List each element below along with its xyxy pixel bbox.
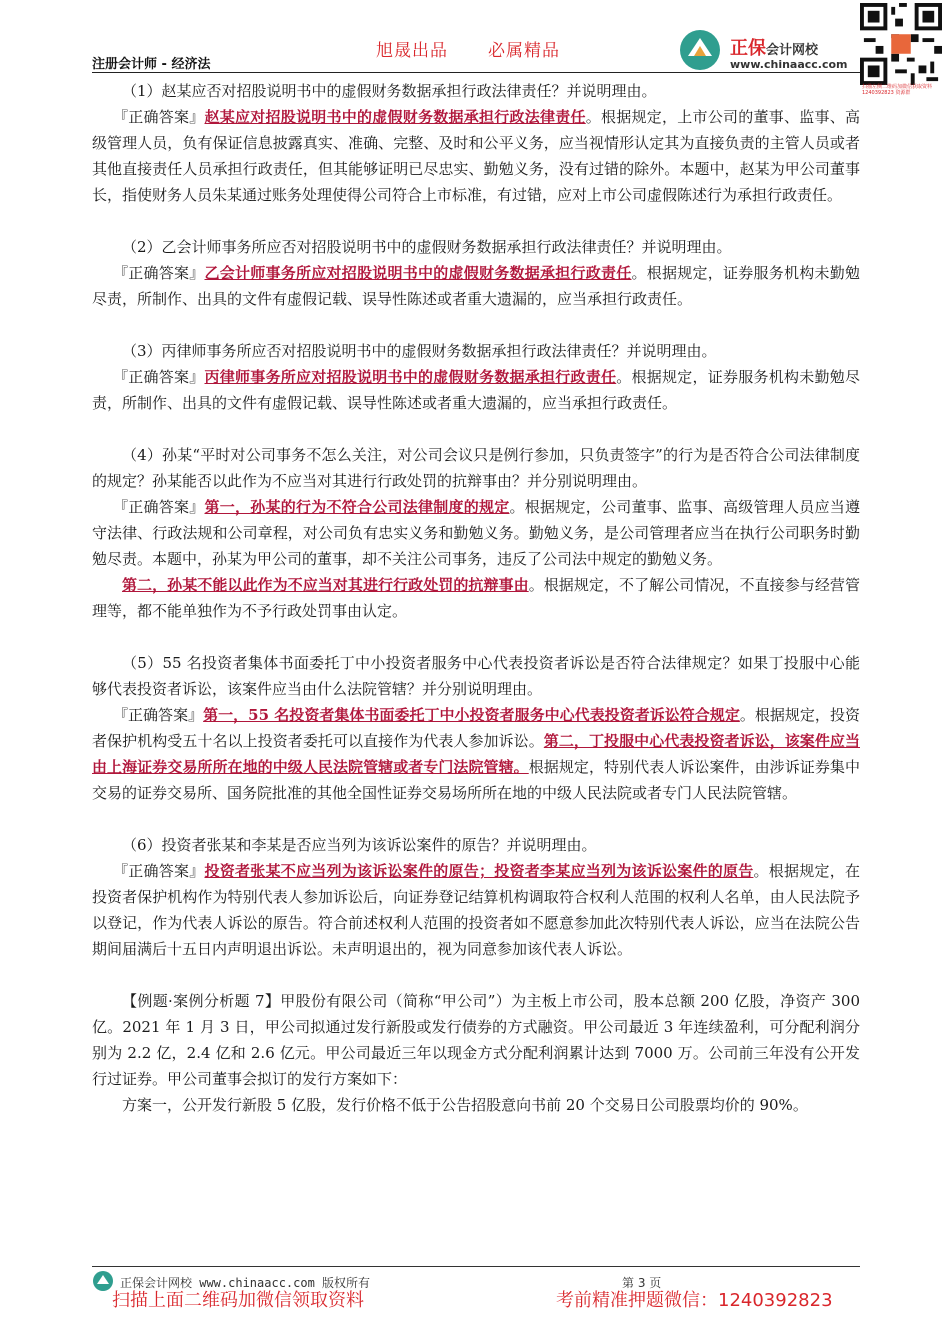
answer-label: 『正确答案』	[113, 108, 205, 126]
answer-explanation-2: 根据规定，特别代表人诉讼案件，由涉诉证券集中交易的证券交易所、国务院批准的其他全国性证券交易场所所在地的中级人民法院或者专门人民法院管辖。	[92, 758, 860, 802]
slogan-1: 旭晟出品	[376, 41, 448, 61]
answer-key-point-2: 第二，丁投服中心代表投资者诉讼，该案件应当由上海证券交易所所在地的中级人民法院管辖或者专门法院管辖。	[92, 732, 860, 776]
footer-promo-left: 扫描上面二维码加微信领取资料	[112, 1290, 364, 1311]
footer-promo-right: 考前精准押题微信：1240392823	[556, 1290, 833, 1311]
logo-name-sub: 会计网校	[766, 43, 819, 58]
header-divider	[92, 72, 860, 73]
question-2: （2）乙会计师事务所应否对招股说明书中的虚假财务数据承担行政法律责任？并说明理由。	[122, 238, 732, 256]
question-6: （6）投资者张某和李某是否应当列为该诉讼案件的原告？并说明理由。	[122, 836, 597, 854]
logo-name-main: 正保	[730, 38, 766, 59]
header-slogan	[376, 36, 600, 61]
page-number: 第 3 页	[622, 1276, 662, 1290]
document-body	[92, 78, 860, 1118]
answer-3	[92, 364, 860, 416]
question-5: （5）55 名投资者集体书面委托丁中小投资者服务中心代表投资者诉讼是否符合法律规定？如果丁投服中心能够代表投资者诉讼，该案件应当由什么法院管辖？并分别说明理由。	[92, 654, 860, 698]
qr-note: 扫描左侧二维码加微信获取资料 1240392823 资源群	[862, 84, 933, 96]
answer-key-point: 第一，孙某的行为不符合公司法律制度的规定	[204, 498, 510, 516]
slogan-2: 必属精品	[488, 41, 560, 61]
answer-1	[92, 104, 860, 208]
example-7-intro: 【例题·案例分析题 7】甲股份有限公司（简称“甲公司”）为主板上市公司，股本总额 200 亿股，净资产 300 亿。2021 年 1 月 3 日，甲公司拟通过发行新股或发行债券的方式融资。甲公司最近 3 年连续盈利，可分配利润分别为 2.2 亿，2.4 亿和 2.6 亿元。甲公司最近三年以现金方式分配利润累计达到 7000 万。公司前三年没有公开发行过证券。甲公司董事会拟订的发行方案如下：	[92, 992, 860, 1088]
answer-5	[92, 702, 860, 806]
answer-explanation: 。根据规定，在投资者保护机构作为特别代表人参加诉讼后，向证券登记结算机构调取符合权利人范围的权利人名单，由人民法院予以登记，作为代表人诉讼的原告。符合前述权利人范围的投资者如不愿意参加此次特别代表人诉讼，应当在法院公告期间届满后十五日内声明退出诉讼。未声明退出的，视为同意参加该代表人诉讼。	[92, 862, 860, 958]
answer-key-point: 投资者张某不应当列为该诉讼案件的原告；投资者李某应当列为该诉讼案件的原告	[204, 862, 754, 880]
answer-key-point: 第一，55 名投资者集体书面委托丁中小投资者服务中心代表投资者诉讼符合规定	[203, 706, 740, 724]
logo-name	[730, 34, 818, 60]
question-3: （3）丙律师事务所应否对招股说明书中的虚假财务数据承担行政法律责任？并说明理由。	[122, 342, 717, 360]
question-4: （4）孙某“平时对公司事务不怎么关注，对公司会议只是例行参加，只负责签字”的行为是否符合公司法律制度的规定？孙某能否以此作为不应当对其进行行政处罚的抗辩事由？并分别说明理由。	[92, 446, 860, 490]
answer-explanation: 。根据规定，不了解公司情况，不直接参与经营管理等，都不能单独作为不予行政处罚事由认定。	[92, 576, 860, 620]
answer-explanation: 。根据规定，证券服务机构未勤勉尽责，所制作、出具的文件有虚假记载、误导性陈述或者重大遗漏的，应当承担行政责任。	[92, 368, 860, 412]
footer-copyright: 正保会计网校 www.chinaacc.com 版权所有	[120, 1276, 371, 1290]
answer-key-point: 赵某应对招股说明书中的虚假财务数据承担行政法律责任	[204, 108, 586, 126]
answer-label: 『正确答案』	[113, 498, 205, 516]
answer-2	[92, 260, 860, 312]
answer-explanation: 。根据规定，投资者保护机构受五十名以上投资者委托可以直接作为代表人参加诉讼。	[92, 706, 860, 750]
answer-key-point: 丙律师事务所应对招股说明书中的虚假财务数据承担行政责任	[204, 368, 617, 386]
answer-label: 『正确答案』	[113, 368, 205, 386]
logo-emblem-icon	[678, 28, 724, 72]
footer-divider	[92, 1266, 860, 1267]
example-7-plan-1: 方案一，公开发行新股 5 亿股，发行价格不低于公告招股意向书前 20 个交易日公司股票均价的 90%。	[122, 1096, 808, 1114]
logo-url: www.chinaacc.com	[730, 58, 848, 71]
answer-4	[92, 494, 860, 572]
answer-label: 『正确答案』	[113, 264, 205, 282]
answer-6	[92, 858, 860, 962]
answer-key-point: 第二，孙某不能以此作为不应当对其进行行政处罚的抗辩事由	[122, 576, 529, 594]
chinaacc-logo	[678, 28, 858, 72]
answer-explanation: 。根据规定，上市公司的董事、监事、高级管理人员，负有保证信息披露真实、准确、完整、及时和公平义务，应当视情形认定其为直接负责的主管人员或者其他直接责任人员承担行政责任，但其能够证明已尽忠实、勤勉义务，没有过错的除外。本题中，赵某为甲公司董事长，指使财务人员朱某通过账务处理使得公司符合上市标准，有过错，应对上市公司虚假陈述行为承担行政责任。	[92, 108, 860, 204]
answer-label: 『正确答案』	[113, 862, 205, 880]
answer-explanation: 。根据规定，证券服务机构未勤勉尽责，所制作、出具的文件有虚假记载、误导性陈述或者重大遗漏的，应当承担行政责任。	[92, 264, 860, 308]
footer-logo-icon	[92, 1270, 114, 1292]
answer-label: 『正确答案』	[113, 706, 204, 724]
question-1: （1）赵某应否对招股说明书中的虚假财务数据承担行政法律责任？并说明理由。	[122, 82, 657, 100]
course-title: 注册会计师 - 经济法	[92, 57, 211, 72]
answer-key-point: 乙会计师事务所应对招股说明书中的虚假财务数据承担行政责任	[204, 264, 632, 282]
answer-explanation: 。根据规定，公司董事、监事、高级管理人员应当遵守法律、行政法规和公司章程，对公司负有忠实义务和勤勉义务。勤勉义务，是公司管理者应当在执行公司职务时勤勉尽责。本题中，孙某为甲公司的董事，却不关注公司事务，违反了公司法中规定的勤勉义务。	[92, 498, 860, 568]
qr-code-icon[interactable]	[860, 3, 942, 85]
answer-4-part-2	[92, 572, 860, 624]
